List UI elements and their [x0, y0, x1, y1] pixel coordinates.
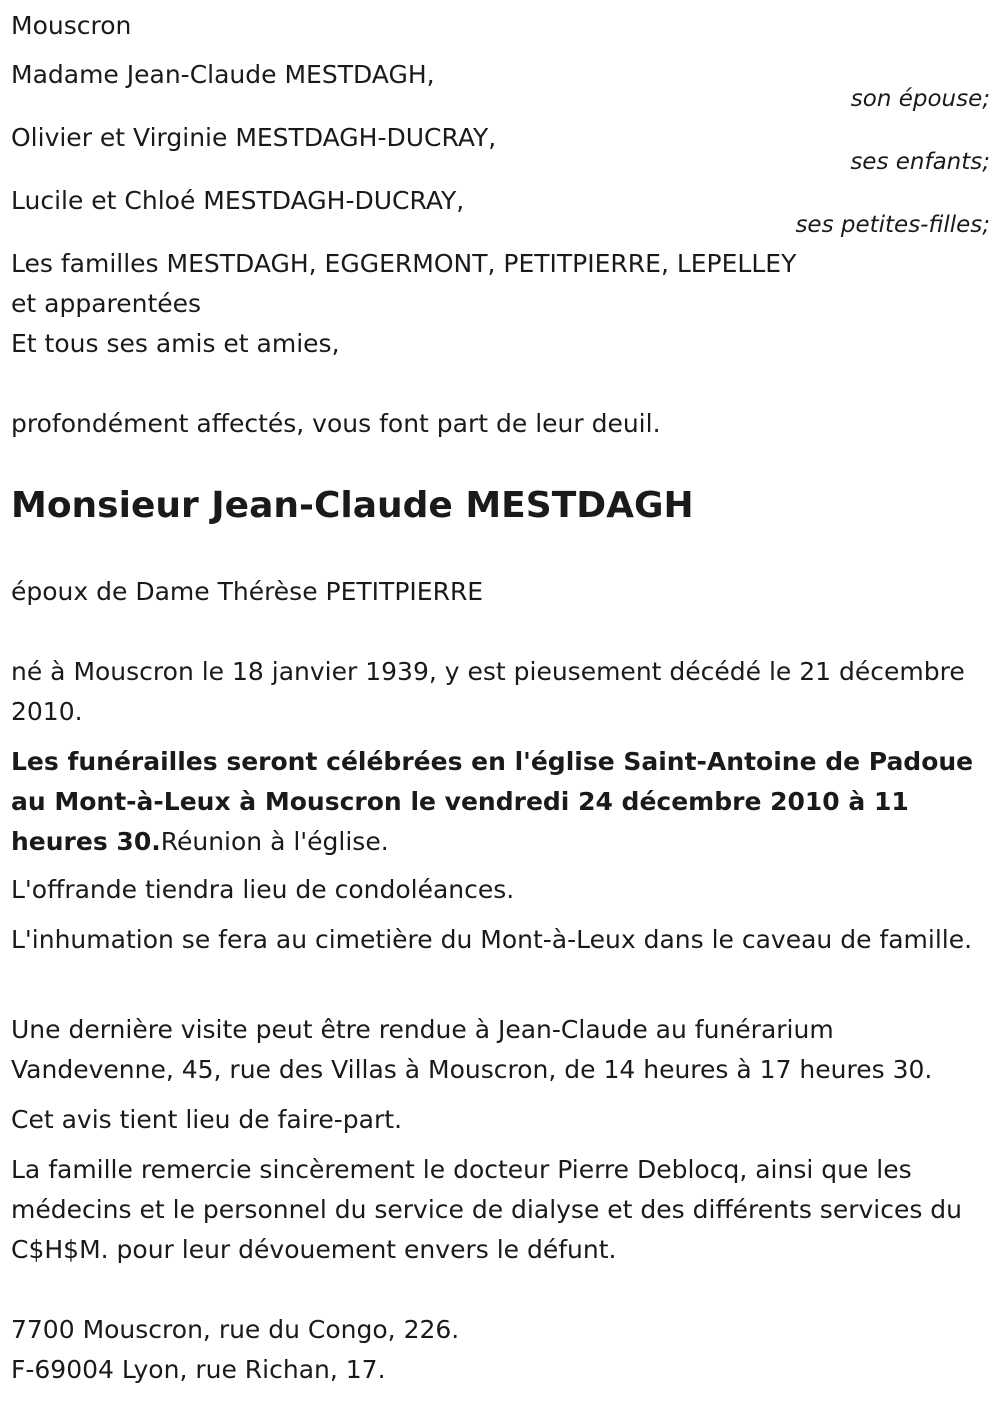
family-member-name: Olivier et Virginie MESTDAGH-DUCRAY,: [11, 123, 497, 152]
family-member-role: ses enfants;: [850, 149, 990, 175]
funeral-gathering: Réunion à l'église.: [160, 827, 389, 856]
city-heading: Mouscron: [11, 11, 132, 40]
birth-death-text: né à Mouscron le 18 janvier 1939, y est pieusement décédé le 21 décembre 2010.: [11, 657, 965, 726]
burial-note: L'inhumation se fera au cimetière du Mont-à-Leux dans le caveau de famille.: [11, 925, 973, 954]
address-line: 7700 Mouscron, rue du Congo, 226.: [11, 1315, 460, 1344]
family-member-name: Madame Jean-Claude MESTDAGH,: [11, 60, 435, 89]
funeral-paragraph: [11, 742, 986, 862]
spouse-line: époux de Dame Thérèse PETITPIERRE: [11, 577, 484, 606]
relatives-line: et apparentées: [11, 289, 202, 318]
announcement-text: profondément affectés, vous font part de leur deuil.: [11, 409, 661, 438]
relatives-line: Les familles MESTDAGH, EGGERMONT, PETITPIERRE, LEPELLEY: [11, 249, 797, 278]
family-member-role: son épouse;: [850, 86, 990, 112]
offering-note: L'offrande tiendra lieu de condoléances.: [11, 875, 515, 904]
funeral-details: Les funérailles seront célébrées en l'église Saint-Antoine de Padoue au Mont-à-Leux à Mouscron le vendredi 24 décembre 2010 à 11 heures 30.: [11, 747, 974, 856]
family-member-name: Lucile et Chloé MESTDAGH-DUCRAY,: [11, 186, 465, 215]
visit-note: Une dernière visite peut être rendue à Jean-Claude au funérarium Vandevenne, 45, rue des Villas à Mouscron, de 14 heures à 17 heures 30.: [11, 1015, 933, 1084]
address-line: F-69004 Lyon, rue Richan, 17.: [11, 1355, 386, 1384]
deceased-name: Monsieur Jean-Claude MESTDAGH: [11, 485, 694, 526]
family-member-role: ses petites-filles;: [795, 212, 990, 238]
thanks-note: La famille remercie sincèrement le docteur Pierre Deblocq, ainsi que les médecins et le personnel du service de dialyse et des différents services du C$H$M. pour leur dévouement envers le défunt.: [11, 1155, 963, 1264]
notice-note: Cet avis tient lieu de faire-part.: [11, 1105, 403, 1134]
relatives-line: Et tous ses amis et amies,: [11, 329, 340, 358]
